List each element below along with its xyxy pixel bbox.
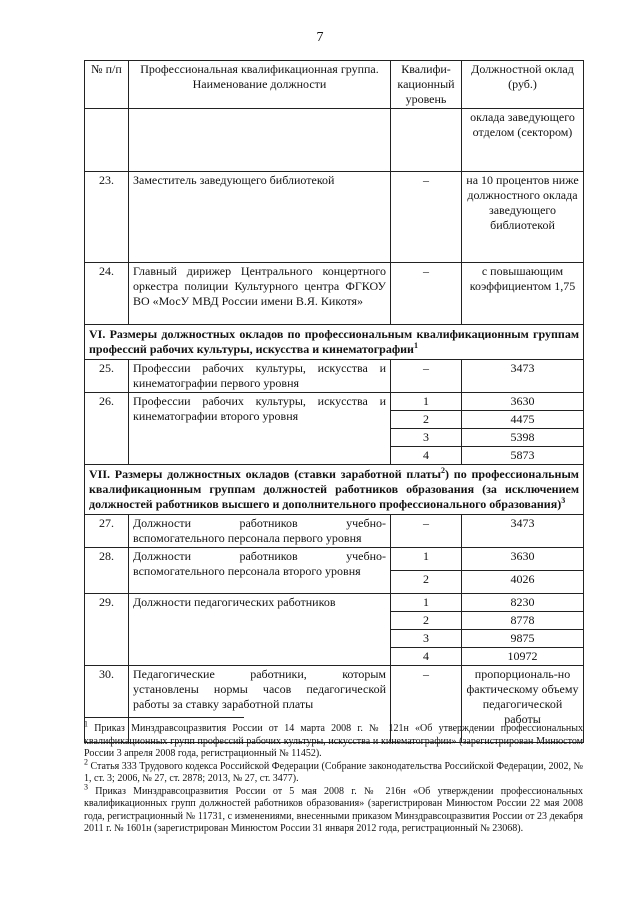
row-level: – [391,172,462,263]
footnote-ref: 1 [413,341,418,350]
row-number: 24. [85,263,129,325]
header-group-line2: Наименование должности [192,77,327,91]
row-number: 26. [85,393,129,465]
salary-table [84,60,584,743]
footnotes [84,719,583,836]
row-level: 1 [391,393,462,411]
header-level: Квалифи-кационный уровень [391,61,462,109]
row-level: – [391,360,462,393]
row-salary: 5398 [462,429,584,447]
row-salary: 4475 [462,411,584,429]
row-number: 27. [85,515,129,548]
row-number: 28. [85,548,129,594]
header-group-line1: Профессиональная квалификационная группа. [140,62,379,76]
row-level: 4 [391,447,462,465]
row-number: 30. [85,666,129,743]
row-level: 3 [391,429,462,447]
row-name: Профессии рабочих культуры, искусства и кинематографии первого уровня [129,360,391,393]
row-salary: пропорциональ-но фактическому объему педагогической работы [462,666,584,743]
header-number: № п/п [85,61,129,109]
table-row [85,393,584,411]
section-title-6: VI. Размеры должностных окладов по профессиональным квалификационным группам профессий рабочих культуры, искусства и кинематографии$^1$ [85,325,584,360]
section-title-7: VII. Размеры должностных окладов (ставки заработной платы$^2$) по профессиональным квалификационным группам должностей работников образования (за исключением должностей работников высшего и дополнительного профессионального образования)$^3$ [85,465,584,515]
row-number: 23. [85,172,129,263]
table-row [85,172,584,263]
footnote: $^3$ Приказ Минздравсоцразвития России от 5 мая 2008 г. № 216н «Об утверждении профессиональных квалификационных групп должностей работников образования» (зарегистрирован Минюстом России 22 мая 2008 года, регистрационный № 11731, с изменениями, внесенными приказом Минздравсоцразвития России от 23 декабря 2011 г. № 1601н (зарегистрирован Минюстом России 31 января 2012 года, регистрационный № 23068). [84,782,583,834]
footnote-ref: 2 [441,466,446,475]
row-level: – [391,263,462,325]
row-salary: 4026 [462,571,584,594]
row-salary: 8230 [462,594,584,612]
row-level: – [391,666,462,743]
row-salary: 3473 [462,515,584,548]
footnote-separator [84,717,244,718]
footnote: $^2$ Статья 333 Трудового кодекса Российской Федерации (Собрание законодательства Российской Федерации, 2002, № 1, ст. 3; 2006, № 27, ст. 2878; 2013, № 27, ст. 3477). [84,757,583,784]
table-row [85,594,584,612]
row-name: Педагогические работники, которым установлены нормы часов педагогической работы за ставку заработной платы [129,666,391,743]
table-row [85,548,584,571]
row-salary: 3473 [462,360,584,393]
row-salary: на 10 процентов ниже должностного оклада заведующего библиотекой [462,172,584,263]
row-salary: 3630 [462,548,584,571]
row-level: 2 [391,411,462,429]
row-name: Заместитель заведующего библиотекой [129,172,391,263]
footnote: $^1$ Приказ Минздравсоцразвития России от 14 марта 2008 г. № 121н «Об утверждении профессиональных квалификационных групп профессий рабочих культуры, искусства и кинематографии» (зарегистрирован Минюстом России 3 апреля 2008 года, регистрационный № 11452). [84,719,583,759]
row-level: 1 [391,594,462,612]
header-salary: Должностной оклад (руб.) [462,61,584,109]
row-salary: оклада заведующего отделом (сектором) [462,109,584,172]
row-salary: 3630 [462,393,584,411]
table-row [85,360,584,393]
footnote-ref: 3 [561,496,566,505]
table-row [85,109,584,172]
row-salary: 5873 [462,447,584,465]
row-name: Должности работников учебно-вспомогательного персонала второго уровня [129,548,391,594]
row-level: 2 [391,571,462,594]
row-salary: с повышающим коэффициентом 1,75 [462,263,584,325]
table-row [85,515,584,548]
row-level: 3 [391,630,462,648]
row-name: Профессии рабочих культуры, искусства и кинематографии второго уровня [129,393,391,465]
row-name: Должности педагогических работников [129,594,391,666]
row-number: 25. [85,360,129,393]
row-level: 1 [391,548,462,571]
table-header-row [85,61,584,109]
row-level: – [391,515,462,548]
page-number: 7 [316,30,324,45]
row-name: Должности работников учебно-вспомогательного персонала первого уровня [129,515,391,548]
row-salary: 8778 [462,612,584,630]
row-salary: 9875 [462,630,584,648]
section-row [85,325,584,360]
row-number: 29. [85,594,129,666]
row-level: 2 [391,612,462,630]
row-level: 4 [391,648,462,666]
table-row [85,263,584,325]
row-salary: 10972 [462,648,584,666]
section-row [85,465,584,515]
header-group [129,61,391,109]
row-name: Главный дирижер Центрального концертного оркестра полиции Культурного центра ФГКОУ ВО «МосУ МВД России имени В.Я. Кикотя» [129,263,391,325]
